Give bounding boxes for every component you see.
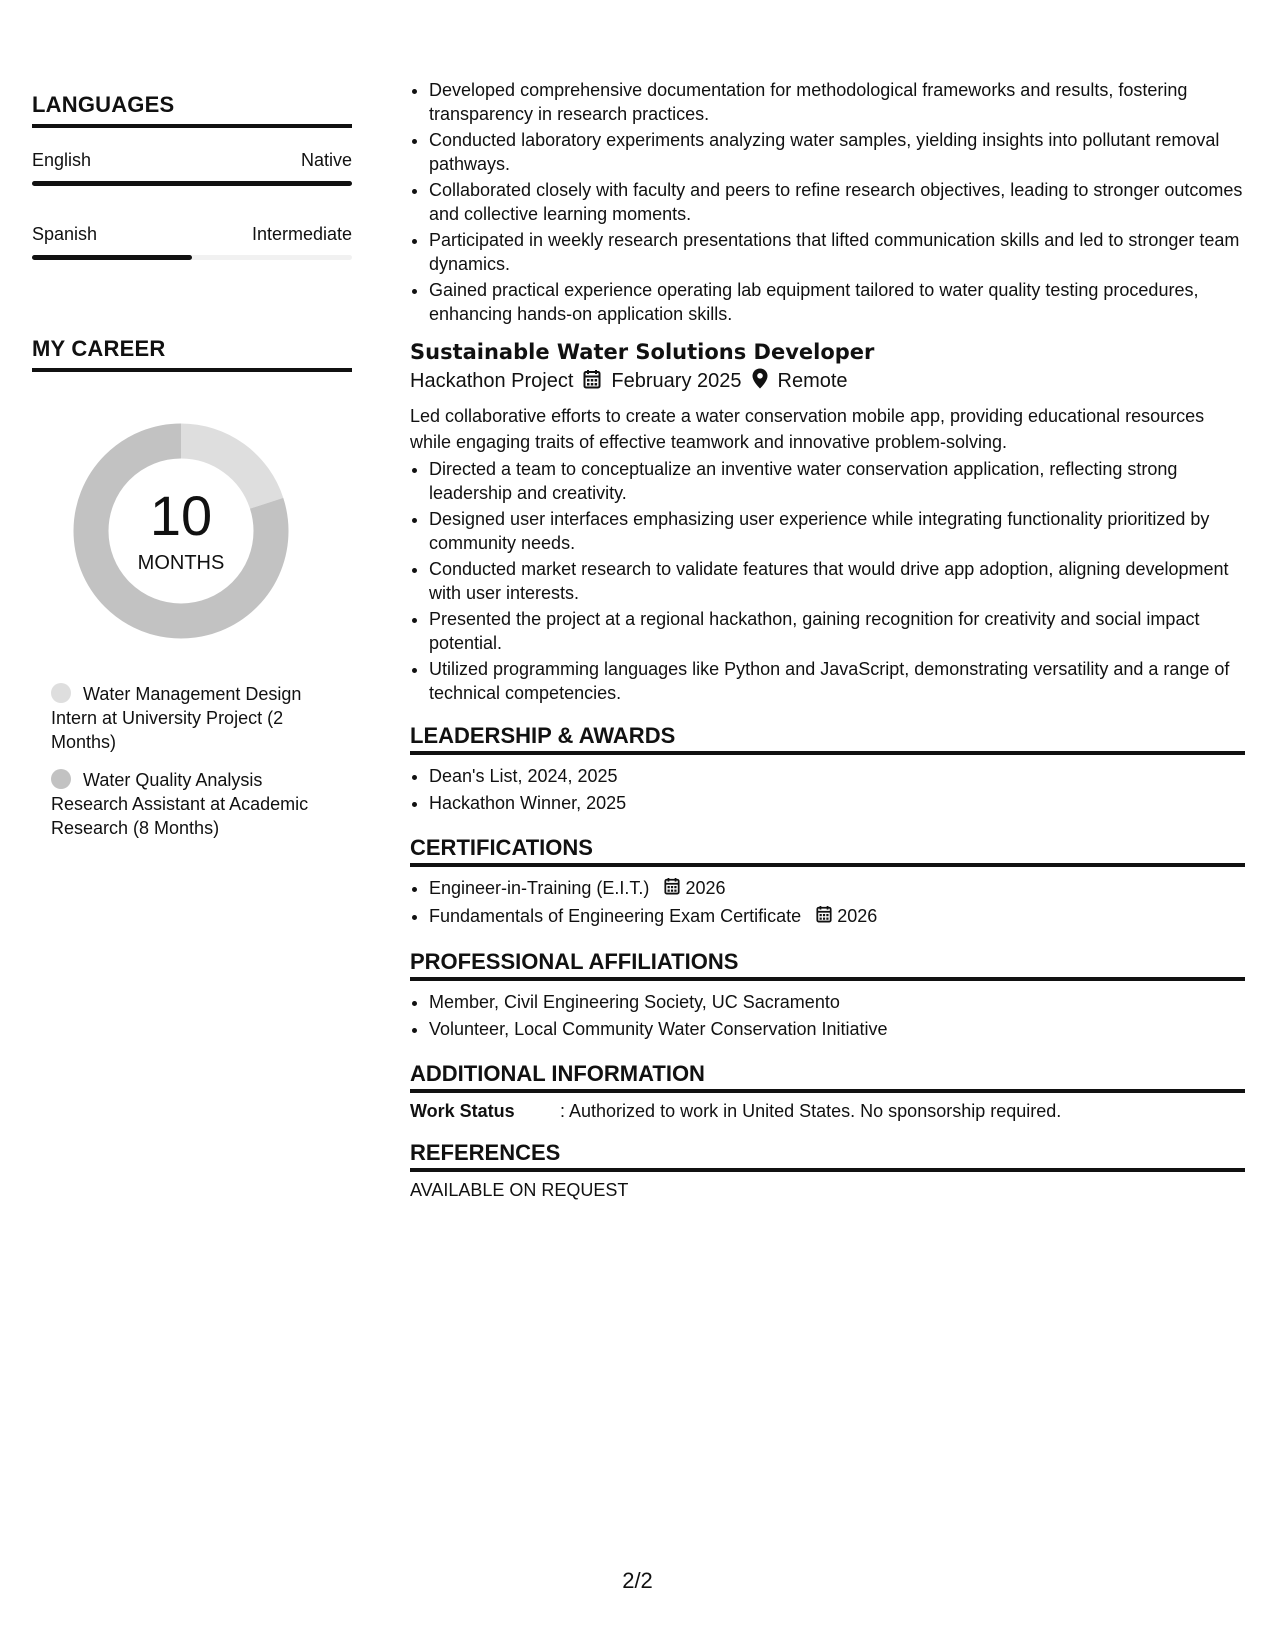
certification-item bbox=[429, 903, 1245, 931]
affiliations-section bbox=[410, 949, 1245, 1043]
job-description: Led collaborative efforts to create a water conservation mobile app, providing educational resources while engaging traits of effective teamwork and innovative problem-solving. bbox=[410, 406, 1205, 452]
calendar-icon bbox=[816, 904, 832, 931]
language-name: English bbox=[32, 150, 92, 170]
language-item bbox=[32, 150, 352, 186]
career-donut-chart bbox=[66, 416, 296, 646]
certification-year: 2026 bbox=[837, 905, 878, 926]
job-bullets bbox=[410, 457, 1245, 705]
job-entry bbox=[410, 340, 1245, 705]
list-item: • Participated in weekly research presentations that lifted communication skills and led to stronger team dynamics. bbox=[429, 228, 1245, 276]
certification-year: 2026 bbox=[685, 878, 726, 898]
languages-heading: LANGUAGES bbox=[32, 92, 352, 128]
previous-job-bullets bbox=[410, 78, 1245, 326]
list-item: • Gained practical experience operating lab equipment tailored to water quality testing procedures, enhancing hands-on application skills. bbox=[429, 278, 1245, 326]
language-item bbox=[32, 224, 352, 260]
job-company: Hackathon Project bbox=[410, 370, 574, 392]
list-item: • Conducted laboratory experiments analyzing water samples, yielding insights into pollutant removal pathways. bbox=[429, 128, 1245, 176]
work-status-value: : Authorized to work in United States. No sponsorship required. bbox=[560, 1100, 1062, 1121]
certifications-heading: CERTIFICATIONS bbox=[410, 835, 1245, 867]
language-bar-fill bbox=[32, 181, 352, 186]
affiliations-heading: PROFESSIONAL AFFILIATIONS bbox=[410, 949, 1245, 981]
certification-name: Fundamentals of Engineering Exam Certificate bbox=[429, 905, 802, 926]
career-legend-item bbox=[51, 768, 341, 840]
work-status-label: Work Status bbox=[410, 1100, 515, 1121]
career-total: 10 bbox=[149, 484, 213, 547]
awards-heading: LEADERSHIP & AWARDS bbox=[410, 723, 1245, 755]
career-legend-text: Water Management Design Intern at University Project (2 Months) bbox=[51, 684, 302, 752]
work-status-row bbox=[410, 1101, 1245, 1122]
additional-info-section bbox=[410, 1061, 1245, 1122]
language-bar bbox=[32, 255, 352, 260]
additional-info-heading: ADDITIONAL INFORMATION bbox=[410, 1061, 1245, 1093]
job-location: Remote bbox=[777, 370, 848, 392]
list-item: • Volunteer, Local Community Water Conservation Initiative bbox=[429, 1016, 1245, 1043]
language-level: Native bbox=[300, 150, 352, 170]
list-item: • Dean's List, 2024, 2025 bbox=[429, 763, 1245, 790]
list-item: • Developed comprehensive documentation for methodological frameworks and results, fostering transparency in research practices. bbox=[429, 78, 1245, 126]
page-number: 2/2 bbox=[622, 1568, 653, 1593]
references-heading: REFERENCES bbox=[410, 1140, 1245, 1172]
calendar-icon bbox=[583, 369, 601, 395]
job-title: Sustainable Water Solutions Developer bbox=[410, 340, 875, 364]
list-item: • Member, Civil Engineering Society, UC Sacramento bbox=[429, 989, 1245, 1016]
career-legend-item bbox=[51, 682, 341, 754]
list-item: • Directed a team to conceptualize an inventive water conservation application, reflecting strong leadership and creativity. bbox=[429, 457, 1245, 505]
list-item: • Designed user interfaces emphasizing user experience while integrating functionality prioritized by community needs. bbox=[429, 507, 1245, 555]
language-bar bbox=[32, 181, 352, 186]
career-legend-text: Water Quality Analysis Research Assistant at Academic Research (8 Months) bbox=[51, 770, 309, 838]
job-meta bbox=[410, 368, 1245, 395]
list-item: • Hackathon Winner, 2025 bbox=[429, 790, 1245, 817]
legend-dot-icon bbox=[51, 683, 71, 703]
career-heading: MY CAREER bbox=[32, 336, 352, 372]
job-date: February 2025 bbox=[611, 370, 742, 392]
language-level: Intermediate bbox=[251, 224, 352, 244]
location-pin-icon bbox=[752, 368, 768, 395]
calendar-icon bbox=[664, 876, 680, 903]
list-item: • Conducted market research to validate features that would drive app adoption, aligning development with user interests. bbox=[429, 557, 1245, 605]
language-name: Spanish bbox=[32, 224, 98, 244]
career-legend bbox=[51, 682, 341, 840]
list-item: • Presented the project at a regional hackathon, gaining recognition for creativity and social impact potential. bbox=[429, 607, 1245, 655]
awards-section bbox=[410, 723, 1245, 817]
certification-item bbox=[429, 875, 1245, 903]
main-content bbox=[410, 78, 1245, 1201]
language-bar-fill bbox=[32, 255, 192, 260]
references-text: AVAILABLE ON REQUEST bbox=[410, 1179, 629, 1200]
list-item: • Collaborated closely with faculty and peers to refine research objectives, leading to stronger outcomes and collective learning moments. bbox=[429, 178, 1245, 226]
sidebar bbox=[32, 92, 352, 854]
certifications-section bbox=[410, 835, 1245, 931]
legend-dot-icon bbox=[51, 769, 71, 789]
references-section bbox=[410, 1140, 1245, 1201]
list-item: • Utilized programming languages like Python and JavaScript, demonstrating versatility and a range of technical competencies. bbox=[429, 657, 1245, 705]
career-section bbox=[32, 336, 352, 840]
career-unit: MONTHS bbox=[137, 552, 225, 574]
certification-name: Engineer-in-Training (E.I.T.) bbox=[429, 878, 650, 898]
